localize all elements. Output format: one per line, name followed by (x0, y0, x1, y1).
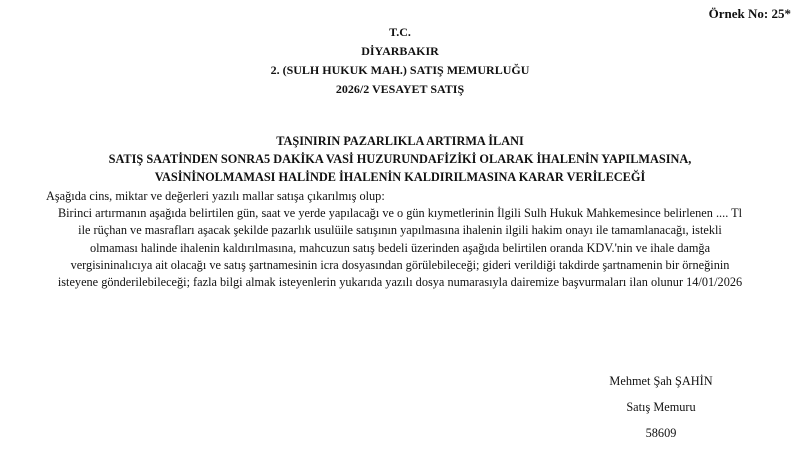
notice-intro: Aşağıda cins, miktar ve değerleri yazılı mallar satışa çıkarılmış olup: (46, 189, 385, 203)
paragraph-line: Birinci artırmanın aşağıda belirtilen gün, saat ve yerde yapılacağı ve o gün kıymetlerinin İlgili Sulh Hukuk Mahkemesince belirlenen .... Tl (57, 206, 743, 221)
signatory-title: Satış Memuru (626, 400, 696, 414)
notice-title: TAŞINIRIN PAZARLIKLA ARTIRMA İLANI (276, 134, 524, 148)
notice-paragraph (8, 205, 792, 291)
paragraph-line: olmaması halinde ihalenin kaldırılmasına, mahcuzun satış bedeli üzerinden aşağıda belirtilen oranda KDV.'nin ve ihale damğa (89, 240, 711, 255)
paragraph-line: isteyene gönderilebileceği; fazla bilgi almak isteyenlerin yukarıda yazılı dosya numarasıyla dairemize başvurmaları ilan olunur 14/01/2026 (57, 275, 743, 290)
paragraph-line: ile rüçhan ve masrafları aşacak şekilde pazarlık usulüile satışının yapılmasına ihalenin ilgili hakim onayı ile tamamlanacağı, istekli (78, 223, 722, 238)
notice-title-block (0, 132, 800, 186)
signatory-name: Mehmet Şah ŞAHİN (609, 374, 713, 388)
notice-body (8, 188, 792, 291)
notice-subtitle-line-2: VASİNİNOLMAMASI HALİNDE İHALENİN KALDIRILMASINA KARAR VERİLECEĞİ (154, 170, 646, 184)
signature-block (561, 368, 761, 446)
paragraph-line: vergisininalıcıya ait olacağı ve satış şartnamesinin icra dosyasından görülebileceği; gideri verildiği takdirde şartnamenin bir örneğinin (70, 257, 730, 272)
signatory-number: 58609 (645, 426, 677, 440)
notice-subtitle-line-1: SATIŞ SAATİNDEN SONRA5 DAKİKA VASİ HUZURUNDAFİZİKİ OLARAK İHALENİN YAPILMASINA, (108, 152, 692, 166)
header-city: DİYARBAKIR (361, 44, 439, 58)
header-office: 2. (SULH HUKUK MAH.) SATIŞ MEMURLUĞU (270, 63, 530, 77)
example-number: Örnek No: 25* (708, 6, 791, 21)
header-file-number: 2026/2 VESAYET SATIŞ (335, 82, 465, 96)
document-header (0, 23, 800, 99)
header-country: T.C. (389, 25, 411, 39)
